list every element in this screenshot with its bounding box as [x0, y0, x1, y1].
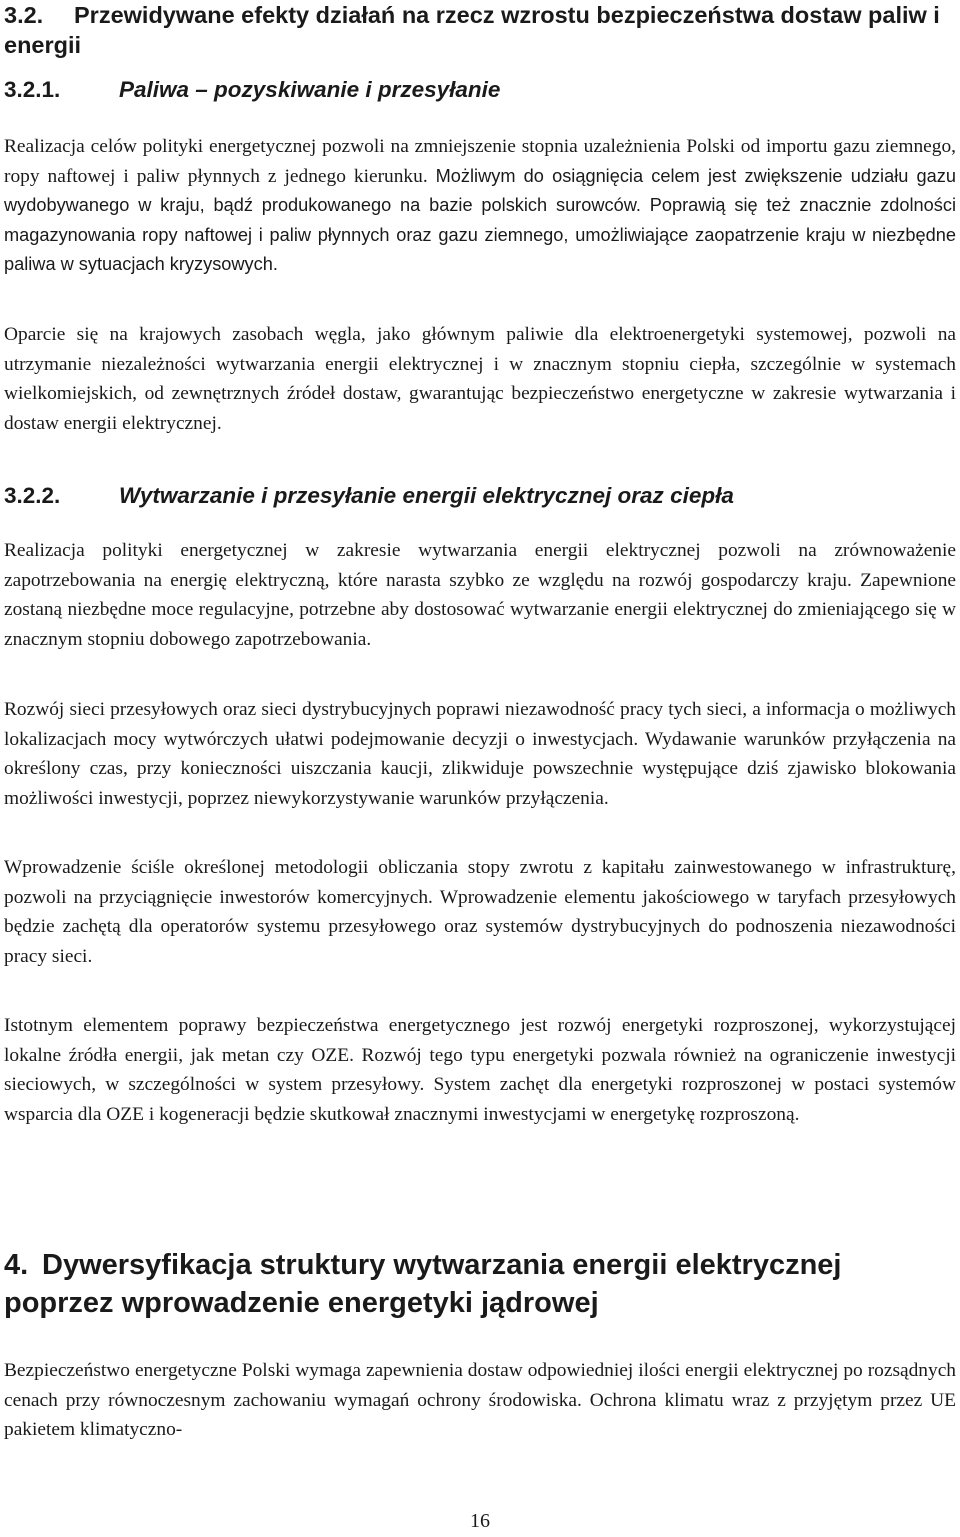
paragraph-coal: Oparcie się na krajowych zasobach węgla, jako głównym paliwie dla elektroenergetyki systemowej, pozwoli na utrzymanie niezależności wytwarzania energii elektrycznej i w znacznym stopniu ciepła, szczególnie w systemach wielkomiejskich, od zewnętrznych źródeł dostaw, gwarantując bezpieczeństwo energetyczne w zakresie wytwarzania i dostaw energii elektrycznej.: [4, 324, 956, 434]
section-title: Dywersyfikacja struktury wytwarzania energii elektrycznej poprzez wprowadzenie energetyki jądrowej: [4, 1249, 842, 1319]
section-heading-3-2: [4, 0, 956, 60]
section-heading-3-2-1: [4, 76, 956, 104]
section-title: Wytwarzanie i przesyłanie energii elektrycznej oraz ciepła: [119, 483, 734, 508]
section-heading-3-2-2: [4, 482, 956, 510]
section-title: Paliwa – pozyskiwanie i przesyłanie: [119, 77, 501, 102]
section-number: 4.: [4, 1249, 29, 1281]
paragraph-methodology: Wprowadzenie ściśle określonej metodologii obliczania stopy zwrotu z kapitału zainwestowanego w infrastrukturę, pozwoli na przyciągnięcie inwestorów komercyjnych. Wprowadzenie elementu jakościowego w taryfach przesyłowych będzie zachętą dla operatorów systemu przesyłowego oraz systemów dystrybucyjnych do podnoszenia niezawodności pracy sieci.: [4, 857, 956, 967]
paragraph-security: Bezpieczeństwo energetyczne Polski wymaga zapewnienia dostaw odpowiedniej ilości energii elektrycznej po rozsądnych cenach przy równoczesnym zachowaniu wymagań ochrony środowiska. Ochrona klimatu wraz z przyjętym przez UE pakietem klimatyczno-: [4, 1360, 956, 1440]
section-heading-4: [4, 1246, 956, 1322]
paragraph-networks: Rozwój sieci przesyłowych oraz sieci dystrybucyjnych poprawi niezawodność pracy tych sieci, a informacja o możliwych lokalizacjach mocy wytwórczych ułatwi podejmowanie decyzji o inwestycjach. Wydawanie warunków przyłączenia na określony czas, przy konieczności uiszczania kaucji, zlikwiduje powszechnie występujące dziś zjawisko blokowania możliwości inwestycji, poprzez niewykorzystywanie warunków przyłączenia.: [4, 699, 956, 809]
section-title: Przewidywane efekty działań na rzecz wzrostu bezpieczeństwa dostaw paliw i energii: [4, 2, 940, 58]
section-number: 3.2.1.: [4, 77, 61, 102]
paragraph-generation: Realizacja polityki energetycznej w zakresie wytwarzania energii elektrycznej pozwoli na zrównoważenie zapotrzebowania na energię elektryczną, które narasta szybko ze względu na rozwój gospodarczy kraju. Zapewnione zostaną niezbędne moce regulacyjne, potrzebne aby dostosować wytwarzanie energii elektrycznej do zmieniającego się w znacznym stopniu dobowego zapotrzebowania.: [4, 540, 956, 650]
section-number: 3.2.: [4, 2, 44, 28]
page-number: 16: [470, 1510, 490, 1532]
paragraph-fuels-import: [4, 132, 956, 280]
section-number: 3.2.2.: [4, 483, 61, 508]
paragraph-distributed-energy: Istotnym elementem poprawy bezpieczeństwa energetycznego jest rozwój energetyki rozproszonej, wykorzystującej lokalne źródła energii, jak metan czy OZE. Rozwój tego typu energetyki pozwala również na ograniczenie inwestycji sieciowych, w szczególności w system przesyłowy. System zachęt dla energetyki rozproszonej w postaci systemów wsparcia dla OZE i kogeneracji będzie skutkował znacznymi inwestycjami w energetykę rozproszoną.: [4, 1015, 956, 1125]
paragraph-text-sans: Możliwym do osiągnięcia celem jest zwiększenie udziału gazu wydobywanego w kraju, bądź produkowanego na bazie polskich surowców. Poprawią się też znacznie zdolności magazynowania ropy naftowej i paliw płynnych oraz gazu ziemnego, umożliwiające zaopatrzenie kraju w niezbędne paliwa w sytuacjach kryzysowych.: [4, 165, 956, 274]
paragraph-text-serif: Realizacja celów polityki energetycznej pozwoli na zmniejszenie stopnia uzależnienia Polski od importu gazu ziemnego, ropy naftowej i paliw płynnych z jednego kierunku.: [4, 136, 956, 187]
